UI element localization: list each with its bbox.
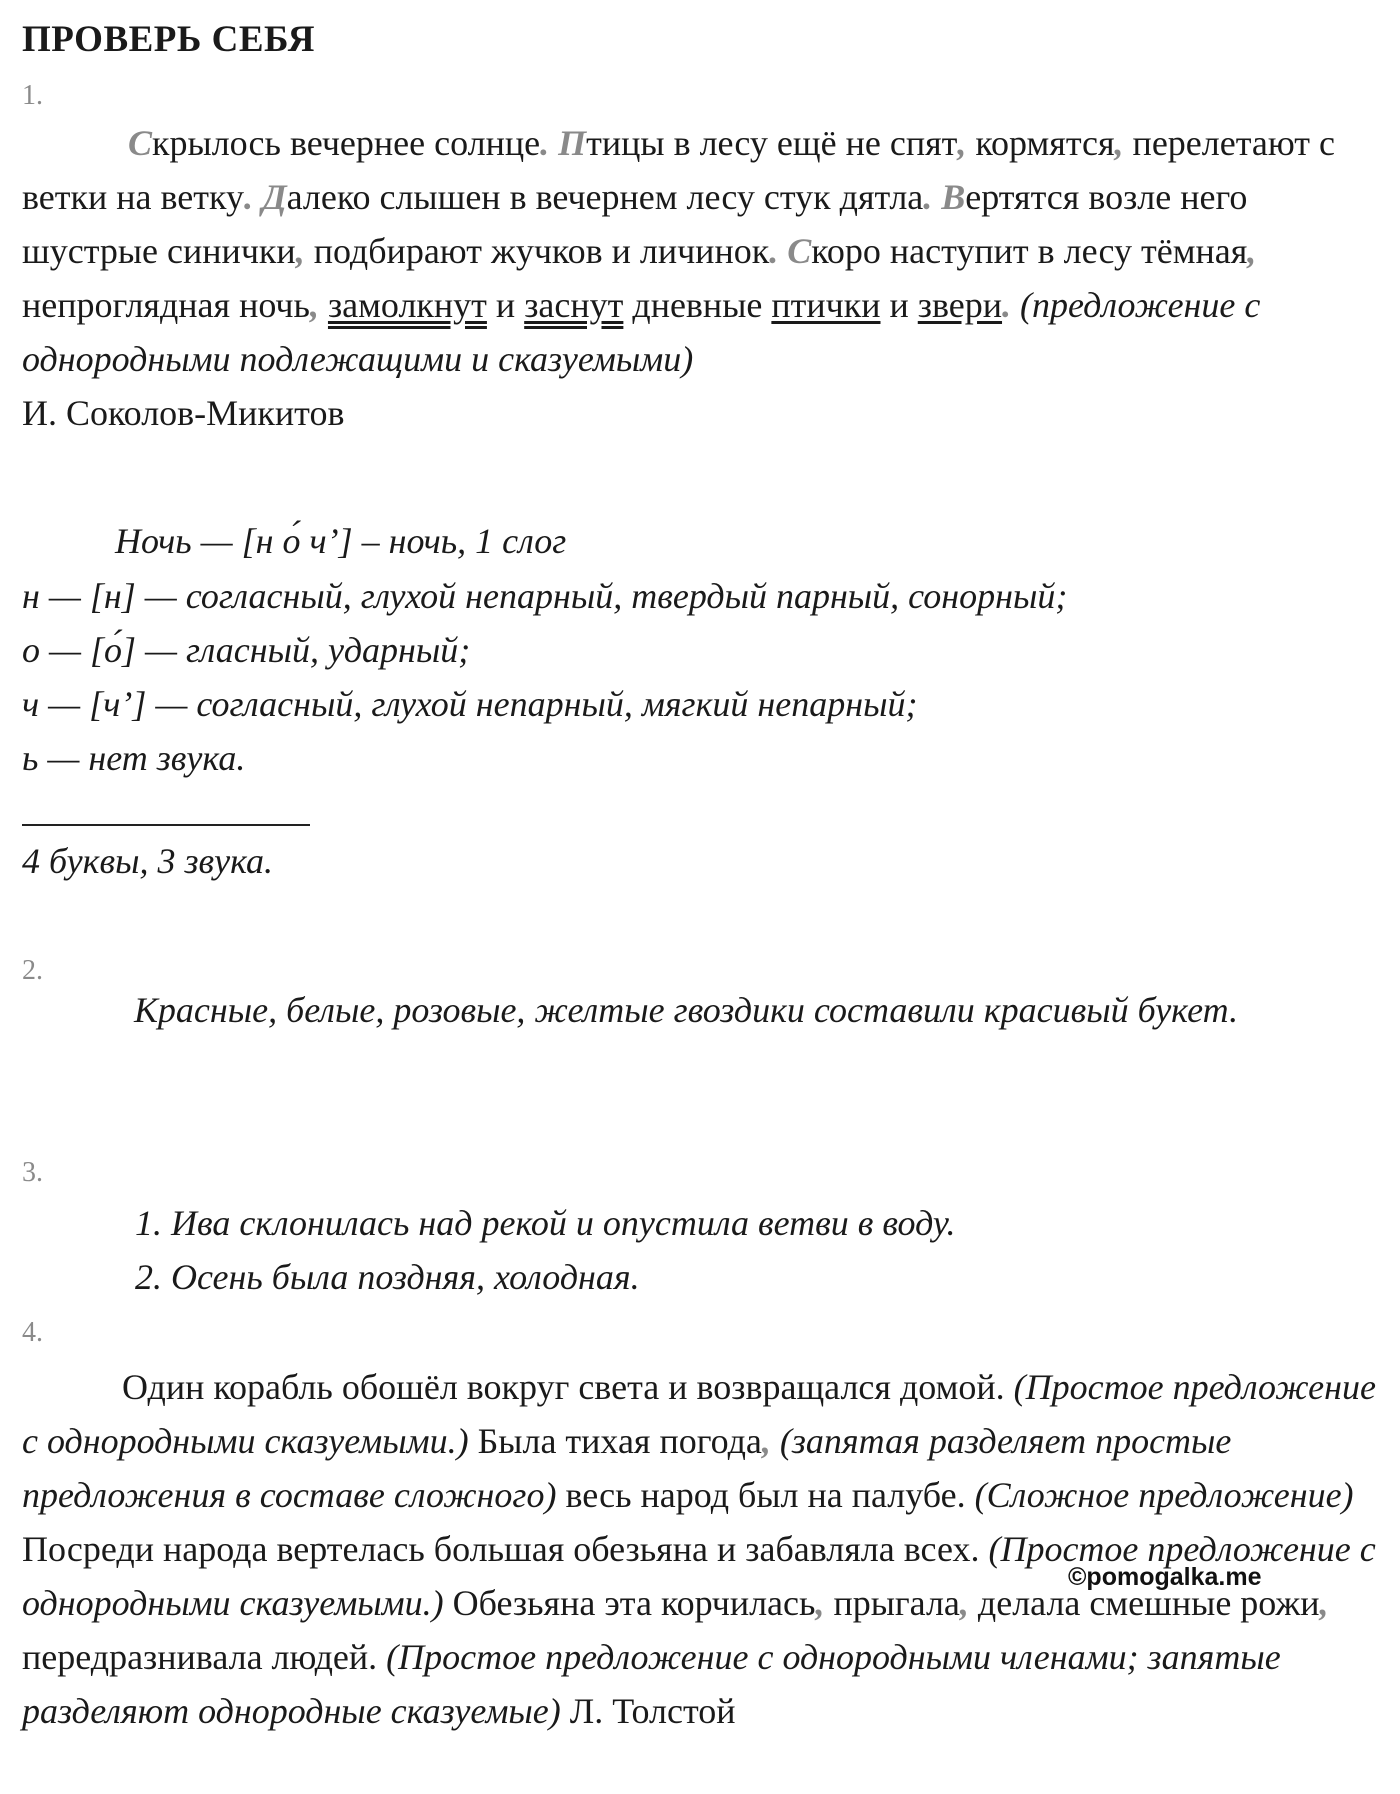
text-fragment: делала смешные рожи bbox=[968, 1583, 1320, 1623]
punctuation-mark: , bbox=[295, 231, 305, 271]
punctuation-mark: . bbox=[1002, 285, 1012, 325]
phonetic-row: н — [н] — согласный, глухой непарный, твердый парный, сонорный; bbox=[22, 576, 1068, 616]
text-fragment: ертятся возле него шустрые синички bbox=[22, 177, 1248, 271]
punctuation-mark: , bbox=[309, 285, 319, 325]
text-fragment: передразнивала людей. bbox=[22, 1637, 378, 1677]
subject-word: звери bbox=[917, 285, 1003, 325]
watermark: ©pomogalka.me bbox=[1068, 1563, 1262, 1591]
punctuation-mark: . bbox=[769, 231, 779, 271]
punctuation-mark: , bbox=[761, 1421, 771, 1461]
grammar-note: (Простое предложение с однородными сказуемыми.) bbox=[22, 1367, 1376, 1461]
text-fragment: подбирают жучков и личинок bbox=[304, 231, 770, 271]
text-fragment: коро наступит в лесу тёмная bbox=[811, 231, 1248, 271]
divider-line bbox=[22, 824, 310, 826]
task-number-3: 3. bbox=[22, 1157, 43, 1188]
text-fragment: непроглядная ночь bbox=[22, 285, 310, 325]
sentence-capital: В bbox=[941, 177, 966, 217]
phonetic-header: Ночь — [н о́ ч’] – ночь, 1 слог bbox=[115, 521, 567, 561]
text-fragment: дневные bbox=[623, 285, 772, 325]
phonetic-row: ь — нет звука. bbox=[22, 738, 246, 778]
text-fragment: Обезьяна эта корчилась bbox=[443, 1583, 816, 1623]
text-fragment: и bbox=[486, 285, 525, 325]
author-name: Л. Толстой bbox=[560, 1691, 736, 1731]
grammar-note: (Сложное предложение) bbox=[965, 1475, 1354, 1515]
author-name: И. Соколов-Микитов bbox=[22, 393, 345, 433]
text-fragment: прыгала bbox=[824, 1583, 960, 1623]
subject-word: птички bbox=[771, 285, 881, 325]
task-number-4: 4. bbox=[22, 1317, 43, 1348]
text-fragment: кормятся bbox=[966, 123, 1115, 163]
punctuation-mark: , bbox=[815, 1583, 825, 1623]
predicate-word: заснут bbox=[524, 285, 624, 325]
punctuation-mark: . bbox=[923, 177, 933, 217]
page-title: ПРОВЕРЬ СЕБЯ bbox=[22, 19, 315, 60]
punctuation-mark: , bbox=[1114, 123, 1124, 163]
phonetic-summary: 4 буквы, 3 звука. bbox=[22, 841, 274, 881]
sentence-capital: П bbox=[558, 123, 587, 163]
punctuation-mark: , bbox=[1319, 1583, 1329, 1623]
sentence-capital: Д bbox=[261, 177, 287, 217]
text-fragment: алеко слышен в вечернем лесу стук дятла bbox=[286, 177, 924, 217]
predicate-word: замолкнут bbox=[327, 285, 487, 325]
text-fragment: и bbox=[880, 285, 918, 325]
task4-text bbox=[22, 1360, 1392, 1738]
text-fragment: весь народ был на палубе. bbox=[556, 1475, 966, 1515]
punctuation-mark: , bbox=[959, 1583, 969, 1623]
sentence-capital: С bbox=[128, 123, 153, 163]
sentence-capital: С bbox=[787, 231, 812, 271]
task1-text bbox=[22, 116, 1392, 440]
punctuation-mark: , bbox=[957, 123, 967, 163]
punctuation-mark: . bbox=[540, 123, 550, 163]
grammar-note: (Простое предложение с однородными членами; запятые разделяют однородные сказуемые) bbox=[22, 1637, 1281, 1731]
task-number-1: 1. bbox=[22, 80, 43, 111]
text-fragment: тицы в лесу ещё не спят bbox=[586, 123, 958, 163]
grammar-note: (Простое предложение с однородными сказуемыми.) bbox=[22, 1529, 1376, 1623]
grammar-note: (запятая разделяет простые предложения в составе сложного) bbox=[22, 1421, 1232, 1515]
phonetic-row: о — [о́] — гласный, ударный; bbox=[22, 630, 471, 670]
task-number-2: 2. bbox=[22, 955, 43, 986]
text-fragment: крылось вечернее солнце bbox=[152, 123, 541, 163]
punctuation-mark: , bbox=[1247, 231, 1257, 271]
text-fragment: Один корабль обошёл вокруг света и возвращался домой. bbox=[122, 1367, 1005, 1407]
text-fragment: Посреди народа вертелась большая обезьяна и забавляла всех. bbox=[22, 1529, 980, 1569]
task3-item: 1. Ива склонилась над рекой и опустила ветви в воду. bbox=[135, 1203, 956, 1243]
text-fragment: перелетают с ветки на ветку bbox=[22, 123, 1335, 217]
punctuation-mark: . bbox=[243, 177, 253, 217]
text-fragment: Была тихая погода bbox=[468, 1421, 762, 1461]
grammar-note: (предложение с однородными подлежащими и сказуемыми) bbox=[22, 285, 1261, 379]
task2-text: Красные, белые, розовые, желтые гвоздики составили красивый букет. bbox=[134, 990, 1239, 1030]
phonetic-row: ч — [ч’] — согласный, глухой непарный, мягкий непарный; bbox=[22, 684, 918, 724]
task3-item: 2. Осень была поздняя, холодная. bbox=[135, 1257, 640, 1297]
